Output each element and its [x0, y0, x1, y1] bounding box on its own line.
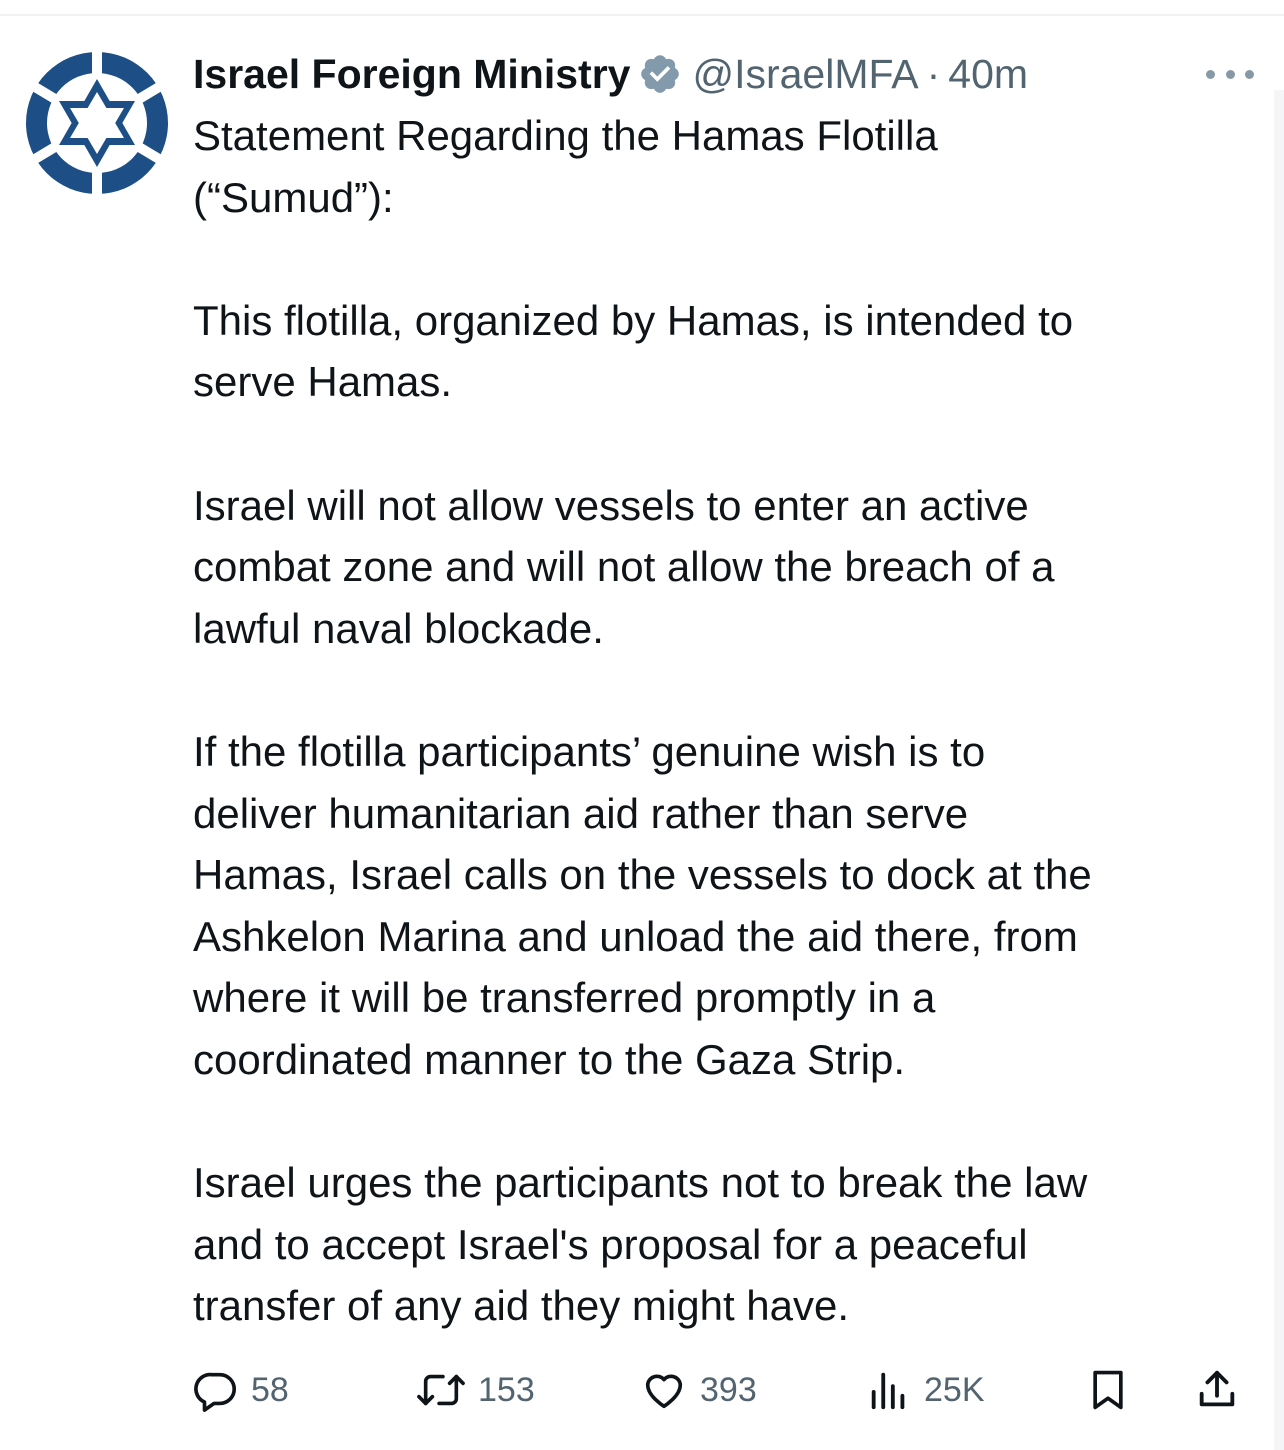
paragraph-4: [193, 721, 1263, 1091]
display-name[interactable]: Israel Foreign Ministry: [193, 50, 631, 97]
text-line: lawful naval blockade.: [193, 604, 604, 652]
text-line: and to accept Israel's proposal for a peaceful: [193, 1220, 1028, 1268]
text-line: where it will be transferred promptly in a: [193, 974, 936, 1022]
reply-count: 58: [251, 1370, 289, 1409]
paragraph-5: [193, 1152, 1263, 1337]
paragraph-1: [193, 105, 1263, 228]
text-line: Statement Regarding the Hamas Flotilla: [193, 112, 938, 159]
text-line: If the flotilla participants’ genuine wish is to: [193, 727, 986, 775]
text-line: (“Sumud”):: [193, 173, 394, 221]
avatar[interactable]: [26, 52, 168, 194]
text-line: Israel will not allow vessels to enter an active: [193, 481, 1029, 529]
handle[interactable]: @IsraelMFA: [692, 50, 919, 97]
share-button[interactable]: [1194, 1362, 1240, 1418]
text-line: Israel urges the participants not to break the law: [193, 1159, 1088, 1207]
dot-separator: ·: [926, 50, 941, 97]
repost-button[interactable]: [416, 1362, 535, 1418]
israel-mfa-logo-icon: [26, 52, 168, 194]
text-line: serve Hamas.: [193, 358, 453, 406]
views-chart-icon: [866, 1367, 912, 1413]
reply-icon: [193, 1367, 239, 1413]
text-line: This flotilla, organized by Hamas, is intended to: [193, 296, 1074, 344]
heart-icon: [640, 1367, 688, 1413]
views-button[interactable]: [866, 1362, 985, 1418]
action-bar: [193, 1362, 1263, 1418]
scroll-edge: [1274, 90, 1284, 1450]
repost-count: 153: [478, 1370, 535, 1409]
text-line: deliver humanitarian aid rather than serve: [193, 789, 969, 837]
bookmark-icon: [1086, 1366, 1130, 1414]
text-line: transfer of any aid they might have.: [193, 1282, 850, 1330]
share-icon: [1194, 1366, 1240, 1414]
text-line: combat zone and will not allow the breach of a: [193, 543, 1055, 591]
reply-button[interactable]: [193, 1362, 289, 1418]
more-dot-icon: [1245, 70, 1254, 79]
paragraph-3: [193, 475, 1263, 660]
tweet-header: [193, 46, 1028, 102]
more-dot-icon: [1206, 70, 1215, 79]
views-count: 25K: [924, 1370, 985, 1409]
top-divider: [0, 14, 1284, 16]
timestamp[interactable]: 40m: [948, 50, 1029, 97]
paragraph-2: [193, 290, 1263, 413]
verified-badge-icon[interactable]: [638, 52, 682, 96]
more-options-button[interactable]: [1206, 62, 1254, 86]
repost-icon: [416, 1367, 466, 1413]
tweet-text: [193, 105, 1263, 1337]
text-line: Hamas, Israel calls on the vessels to dock at the: [193, 851, 1092, 899]
more-dot-icon: [1226, 70, 1235, 79]
bookmark-button[interactable]: [1086, 1362, 1130, 1418]
text-line: Ashkelon Marina and unload the aid there, from: [193, 912, 1078, 960]
text-line: coordinated manner to the Gaza Strip.: [193, 1035, 906, 1083]
like-button[interactable]: [640, 1362, 757, 1418]
like-count: 393: [700, 1370, 757, 1409]
